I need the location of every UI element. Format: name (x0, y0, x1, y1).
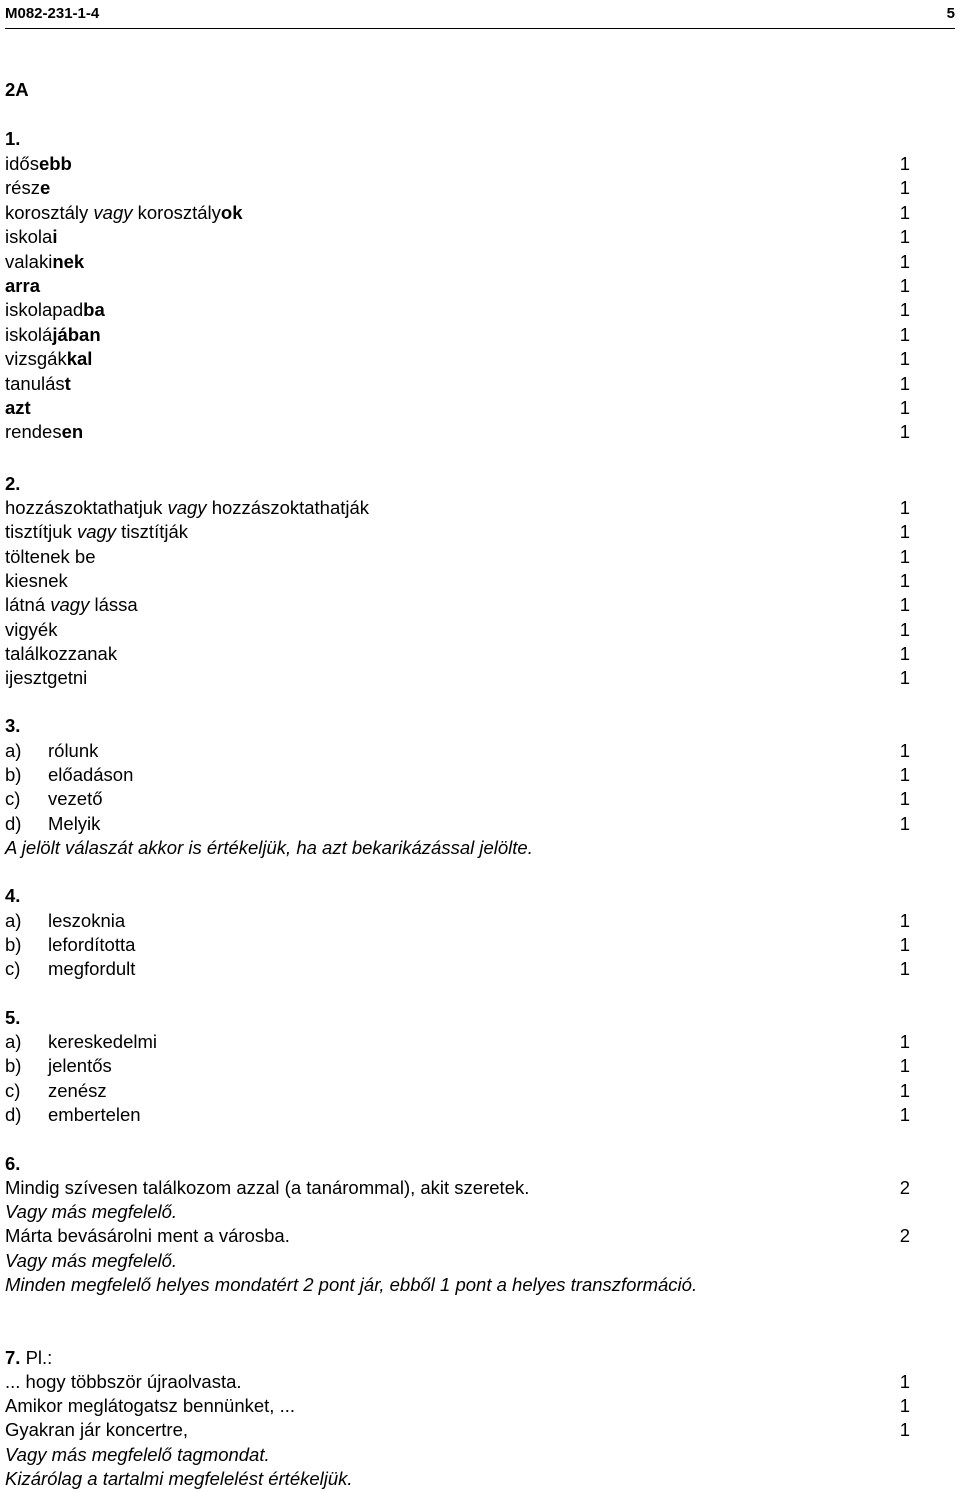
points-value: 1 (899, 373, 910, 394)
points-value: 1 (899, 421, 910, 442)
points-value: 1 (899, 397, 910, 418)
points-value: 1 (899, 202, 910, 223)
answer-segment: tisztítják (116, 521, 189, 542)
section-7-alt: Vagy más megfelelő tagmondat. (5, 1444, 270, 1465)
section-2-answer-row (5, 618, 910, 642)
section-6-note: Minden megfelelő helyes mondatért 2 pont jár, ebből 1 pont a helyes transzformáció. (5, 1274, 698, 1295)
answer-segment: korosztály (132, 202, 221, 223)
points-value: 1 (899, 667, 910, 688)
section-2-answer-row (5, 545, 910, 569)
section-4-number: 4. (5, 885, 21, 906)
answer-segment: vagy (93, 202, 133, 223)
section-6-number: 6. (5, 1153, 21, 1174)
section-5-item-a: a) kereskedelmi 1 (5, 1031, 910, 1052)
points-value: 1 (899, 497, 910, 518)
version-label: 2A (5, 79, 29, 100)
points-value: 1 (899, 546, 910, 567)
section-5-item-b: b) jelentős 1 (5, 1055, 910, 1076)
section-6-alt-2: Vagy más megfelelő. (5, 1250, 178, 1271)
answer-segment: ba (83, 299, 105, 320)
section-4-item-c: c) megfordult 1 (5, 958, 910, 979)
section-1-answer-row (5, 396, 910, 420)
section-1-answer-row (5, 298, 910, 322)
points-value: 1 (899, 324, 910, 345)
points-value: 1 (899, 275, 910, 296)
answer-segment: találkozzanak (5, 643, 118, 664)
section-1-answer-row (5, 152, 910, 176)
section-1-answer-row (5, 420, 910, 444)
answer-segment: rendes (5, 421, 62, 442)
answer-segment: kal (66, 348, 93, 369)
points-value: 1 (899, 348, 910, 369)
section-7-item-1: ... hogy többször újraolvasta. 1 (5, 1371, 910, 1392)
answer-segment: i (52, 226, 58, 247)
points-value: 1 (899, 153, 910, 174)
section-1-number: 1. (5, 128, 21, 149)
section-4-item-b: b) lefordította 1 (5, 934, 910, 955)
section-1-answer-row (5, 323, 910, 347)
answer-segment: iskola (5, 226, 53, 247)
section-1-answer-row (5, 176, 910, 200)
section-1-answer-row (5, 201, 910, 225)
document-code: M082-231-1-4 (5, 5, 100, 22)
section-7-prefix: Pl.: (20, 1347, 53, 1368)
answer-segment: t (64, 373, 71, 394)
answer-segment: látná (5, 594, 51, 615)
answer-segment: korosztály (5, 202, 94, 223)
answer-segment: tisztítjuk (5, 521, 77, 542)
section-2-answer-row (5, 593, 910, 617)
points-value: 1 (899, 619, 910, 640)
section-2-answer-row (5, 520, 910, 544)
answer-segment: ebb (38, 153, 72, 174)
section-3-item-c: c) vezető 1 (5, 788, 910, 809)
answer-segment: iskolá (5, 324, 53, 345)
section-6-alt-1: Vagy más megfelelő. (5, 1201, 178, 1222)
section-1-answer-row (5, 250, 910, 274)
answer-segment: hozzászoktathatjuk (5, 497, 168, 518)
answer-segment: jában (52, 324, 101, 345)
section-1-answer-row (5, 274, 910, 298)
answer-segment: rész (5, 177, 40, 198)
page-number: 5 (946, 5, 955, 22)
section-2-number: 2. (5, 473, 21, 494)
section-7-heading (5, 1346, 910, 1370)
section-5-number: 5. (5, 1007, 21, 1028)
answer-segment: en (61, 421, 84, 442)
section-7-note: Kizárólag a tartalmi megfelelést értékeljük. (5, 1468, 353, 1489)
section-7-item-2: Amikor meglátogatsz bennünket, ... 1 (5, 1395, 910, 1416)
answer-segment: lássa (89, 594, 138, 615)
section-2-answer-row (5, 569, 910, 593)
answer-segment: nek (52, 251, 85, 272)
section-3-note: A jelölt válaszát akkor is értékeljük, ha azt bekarikázással jelölte. (5, 837, 533, 858)
section-2-answer-row (5, 642, 910, 666)
points-value: 1 (899, 299, 910, 320)
answer-segment: arra (5, 275, 40, 296)
answer-segment: ijesztgetni (5, 667, 88, 688)
answer-segment: vagy (167, 497, 207, 518)
answer-segment: tanulás (5, 373, 65, 394)
answer-segment: kiesnek (5, 570, 68, 591)
answer-segment: valaki (5, 251, 53, 272)
section-3-item-b: b) előadáson 1 (5, 764, 910, 785)
section-1-answer-row (5, 225, 910, 249)
answer-segment: hozzászoktathatják (206, 497, 370, 518)
section-1-answer-row (5, 347, 910, 371)
answer-segment: ok (220, 202, 243, 223)
points-value: 1 (899, 251, 910, 272)
section-5-item-c: c) zenész 1 (5, 1080, 910, 1101)
section-6-answer-1: Mindig szívesen találkozom azzal (a tanárommal), akit szeretek. 2 (5, 1177, 910, 1198)
answer-segment: vagy (76, 521, 117, 542)
section-2-answer-row (5, 496, 910, 520)
points-value: 1 (899, 226, 910, 247)
section-4-item-a: a) leszoknia 1 (5, 910, 910, 931)
answer-segment: iskolapad (5, 299, 84, 320)
section-3-item-a: a) rólunk 1 (5, 740, 910, 761)
section-5-item-d: d) embertelen 1 (5, 1104, 910, 1125)
answer-segment: vizsgák (5, 348, 67, 369)
points-value: 1 (899, 177, 910, 198)
section-2-answer-row (5, 666, 910, 690)
section-7-item-3: Gyakran jár koncertre, 1 (5, 1419, 910, 1440)
answer-segment: e (39, 177, 51, 198)
section-6-answer-2: Márta bevásárolni ment a városba. 2 (5, 1225, 910, 1246)
points-value: 1 (899, 643, 910, 664)
answer-segment: töltenek be (5, 546, 96, 567)
points-value: 1 (899, 594, 910, 615)
section-1-answer-row (5, 372, 910, 396)
answer-segment: idős (5, 153, 39, 174)
answer-segment: vagy (50, 594, 90, 615)
answer-segment: azt (5, 397, 31, 418)
points-value: 1 (899, 570, 910, 591)
points-value: 1 (899, 521, 910, 542)
page-header (5, 0, 955, 29)
section-7-number: 7. (5, 1347, 21, 1368)
answer-segment: vigyék (5, 619, 58, 640)
section-3-number: 3. (5, 715, 21, 736)
section-3-item-d: d) Melyik 1 (5, 813, 910, 834)
